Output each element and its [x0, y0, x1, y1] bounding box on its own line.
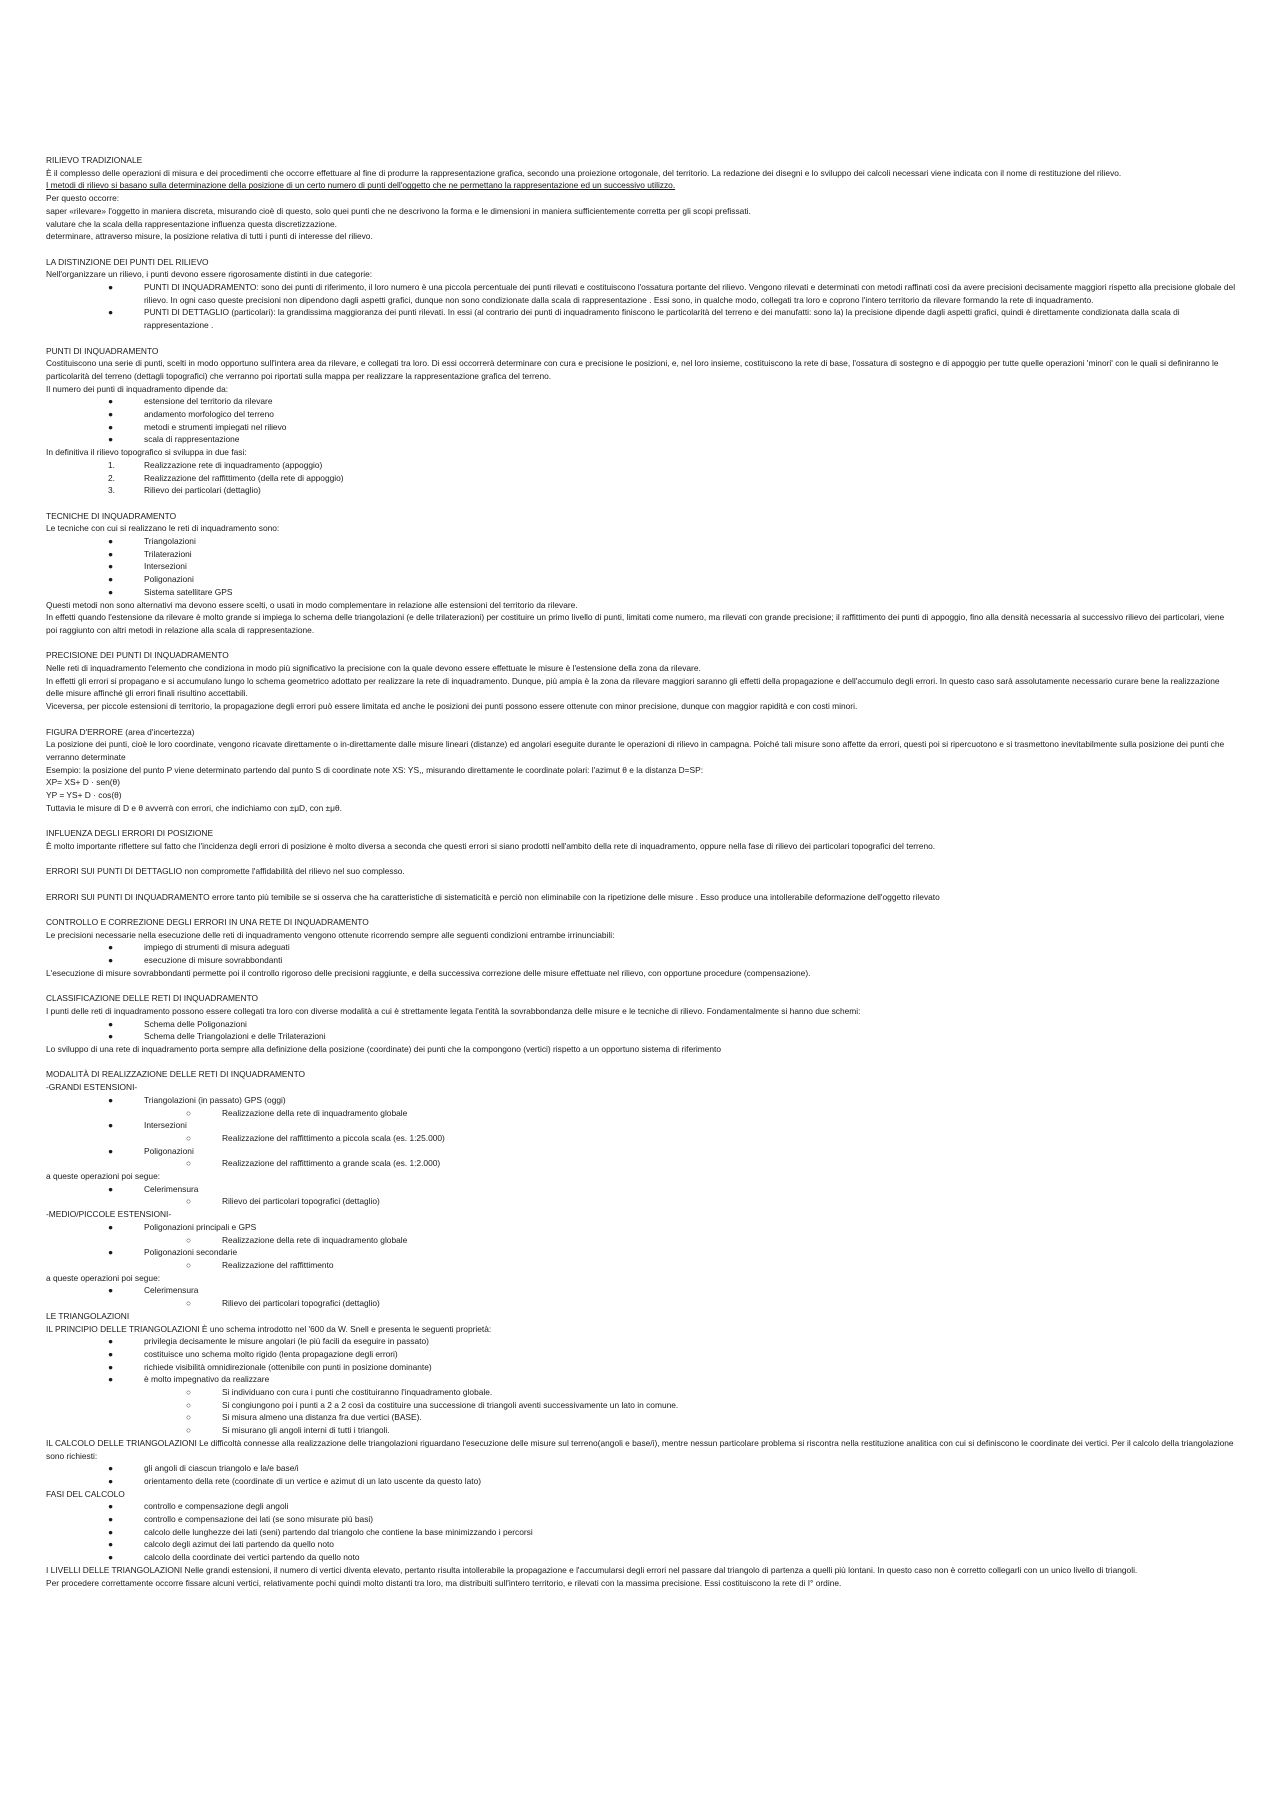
list-marker: [46, 1538, 122, 1551]
paragraph-spacer: [46, 637, 1236, 650]
bullet-icon: ●: [108, 536, 114, 547]
paragraph: L'esecuzione di misure sovrabbondanti permette poi il controllo rigoroso delle precisioni raggiunte, e della successiva correzione delle misure effettuate nel rilievo, con opportune procedure (compensazione).: [46, 967, 811, 978]
list-marker: [46, 1500, 122, 1513]
list-item-text: Sistema satellitare GPS: [144, 586, 233, 597]
bullet-icon: ●: [108, 1285, 114, 1296]
list-item-text: Realizzazione della rete di inquadramento globale: [222, 1234, 408, 1245]
paragraph: RILIEVO TRADIZIONALE: [46, 155, 143, 165]
list-marker: [46, 1386, 200, 1399]
list-marker: [46, 548, 122, 561]
list-marker: [46, 1513, 122, 1526]
list-item-text: Si individuano con cura i punti che costituiranno l'inquadramento globale.: [222, 1387, 493, 1398]
paragraph: Tuttavia le misure di D e θ avverrà con errori, che indichiamo con ±μD, con ±μθ.: [46, 802, 342, 813]
list-item: [46, 941, 1236, 954]
bullet-icon: ●: [108, 396, 114, 407]
list-marker: [46, 1335, 122, 1348]
list-item: [46, 408, 1236, 421]
list-marker: [46, 395, 122, 408]
list-item: [46, 1462, 1236, 1475]
list-marker: [46, 281, 122, 306]
bullet-icon: ●: [108, 1514, 114, 1525]
list-item: [46, 1119, 1236, 1132]
bullet-icon: ●: [108, 1526, 114, 1537]
list-marker: [46, 1297, 200, 1310]
list-marker: [46, 459, 122, 472]
paragraph-spacer: [46, 713, 1236, 726]
paragraph: Viceversa, per piccole estensioni di territorio, la propagazione degli errori può essere limitata ed anche le posizioni dei punti possono essere ottenute con minor precisione, dunque con maggior rapidità e con costi minori.: [46, 701, 858, 712]
list-marker: [46, 573, 122, 586]
paragraph: MODALITÀ DI REALIZZAZIONE DELLE RETI DI INQUADRAMENTO: [46, 1069, 306, 1080]
list-marker: [46, 1284, 122, 1297]
paragraph-spacer: [46, 980, 1236, 993]
list-item-text: estensione del territorio da rilevare: [144, 396, 273, 407]
bullet-icon: 1.: [108, 459, 115, 470]
bullet-icon: ○: [186, 1387, 192, 1398]
list-item: [46, 1500, 1236, 1513]
list-item: [46, 484, 1236, 497]
list-item-text: Intersezioni: [144, 561, 187, 572]
paragraph: a queste operazioni poi segue:: [46, 1171, 161, 1182]
paragraph: Costituiscono una serie di punti, scelti in modo opportuno sull'intera area da rilevare, e collegati tra loro. Di essi occorrerà determinare con cura e precisione le posizioni, e, nel loro insieme, costituiscono la rete di base, l'ossatura di sostegno e di appoggio per tutte quelle operazioni 'minori' con le quali si definiranno le particolarità del terreno (dettagli topografici) che verranno poi riportati sulla mappa per realizzare la rappresentazione grafica del terreno.: [46, 358, 1219, 381]
sub-list-item: [46, 1234, 1236, 1247]
list-item: [46, 1538, 1236, 1551]
paragraph: La posizione dei punti, cioè le loro coordinate, vengono ricavate direttamente o in-direttamente dalle misure lineari (distanze) ed angolari eseguite durante le operazioni di rilievo in campagna. Poiché tali misure sono affette da errori, questi poi si ripercuotono e si trasmettono inevitabilmente sulla posizione dei punti che verranno determinate: [46, 739, 1225, 762]
sub-list-item: [46, 1411, 1236, 1424]
list-item-text: Realizzazione del raffittimento (della rete di appoggio): [144, 472, 344, 483]
list-marker: [46, 1119, 122, 1132]
list-item-text: orientamento della rete (coordinate di un vertice e azimut di un lato uscente da questo lato): [144, 1475, 482, 1486]
paragraph: È il complesso delle operazioni di misura e dei procedimenti che occorre effettuare al fine di produrre la rappresentazione grafica, secondo una proiezione ortogonale, del territorio. La redazione dei disegni e lo sviluppo dei calcoli necessari viene indicata con il nome di restituzione del rilievo.: [46, 167, 1122, 178]
paragraph: Nelle reti di inquadramento l'elemento che condiziona in modo più significativo la precisione con la quale devono essere effettuate le misure è l'estensione della zona da rilevare.: [46, 663, 701, 674]
paragraph: CONTROLLO E CORREZIONE DEGLI ERRORI IN UNA RETE DI INQUADRAMENTO: [46, 917, 369, 928]
bullet-icon: ●: [108, 574, 114, 585]
bullet-icon: ●: [108, 1018, 114, 1029]
list-item-text: Poligonazioni secondarie: [144, 1247, 238, 1258]
bullet-icon: ●: [108, 1031, 114, 1042]
paragraph: In effetti gli errori si propagano e si accumulano lungo lo schema geometrico adottato per realizzare la rete di inquadramento. Dunque, più ampia è la zona da rilevare maggiori saranno gli effetti della propagazione e dell'accumulo degli errori. In questo caso sarà assolutamente necessario curare bene la realizzazione delle misure affinché gli errori finali risultino accettabili.: [46, 675, 1220, 699]
sub-list-item: [46, 1195, 1236, 1208]
bullet-icon: ●: [108, 1336, 114, 1347]
bullet-icon: ●: [108, 1221, 114, 1232]
list-item-text: gli angoli di ciascun triangolo e la/e base/i: [144, 1463, 299, 1474]
paragraph: PUNTI DI INQUADRAMENTO: [46, 345, 159, 356]
list-marker: [46, 421, 122, 434]
paragraph: Esempio: la posizione del punto P viene determinato partendo dal punto S di coordinate note XS: YS,, misurando direttamente le coordinate polari: l'azimut θ e la distanza D=SP:: [46, 764, 704, 775]
paragraph: IL CALCOLO DELLE TRIANGOLAZIONI Le difficoltà connesse alla realizzazione delle triangolazioni riguardano l'esecuzione delle misure sul terreno(angoli e base/i), mentre nessun particolare problema si riscontra nella restituzione analitica con cui si definiscono le coordinate dei vertici. Per il calcolo della triangolazione sono richiesti:: [46, 1437, 1234, 1461]
paragraph: Per procedere correttamente occorre fissare alcuni vertici, relativamente pochi quindi molto distanti tra loro, ma distribuiti sull'intero territorio, e rilevati con la massima precisione. Essi costituiscono la rete di I° ordine.: [46, 1577, 842, 1588]
list-item: [46, 548, 1236, 561]
list-item-text: privilegia decisamente le misure angolari (le più facili da eseguire in passato): [144, 1336, 429, 1347]
paragraph: ERRORI SUI PUNTI DI DETTAGLIO non compromette l'affidabilità del rilievo nel suo complesso.: [46, 866, 405, 877]
list-item-text: Triangolazioni: [144, 536, 196, 547]
list-item: [46, 560, 1236, 573]
list-marker: [46, 1234, 200, 1247]
list-marker: [46, 1399, 200, 1412]
list-item-text: Realizzazione del raffittimento a grande scala (es. 1:2.000): [222, 1158, 441, 1169]
list-item: [46, 1246, 1236, 1259]
list-marker: [46, 1030, 122, 1043]
paragraph: In definitiva il rilievo topografico si sviluppa in due fasi:: [46, 447, 247, 458]
list-item-text: Si congiungono poi i punti a 2 a 2 così da costituire una successione di triangoli aventi successivamente un lato in comune.: [222, 1399, 679, 1410]
bullet-icon: ○: [186, 1399, 192, 1410]
bullet-icon: ●: [108, 1094, 114, 1105]
list-item: [46, 535, 1236, 548]
list-marker: [46, 586, 122, 599]
sub-list-item: [46, 1107, 1236, 1120]
bullet-icon: ●: [108, 548, 114, 559]
list-item: [46, 472, 1236, 485]
list-item-text: calcolo della coordinate dei vertici partendo da quello noto: [144, 1552, 360, 1563]
list-item: [46, 1030, 1236, 1043]
list-item-text: costituisce uno schema molto rigido (lenta propagazione degli errori): [144, 1348, 398, 1359]
list-marker: [46, 1475, 122, 1488]
paragraph: I metodi di rilievo si basano sulla determinazione della posizione di un certo numero di punti dell'oggetto che ne permettano la rappresentazione ed un successivo utilizzo.: [46, 180, 676, 191]
list-marker: [46, 1246, 122, 1259]
list-marker: [46, 433, 122, 446]
list-item: [46, 1348, 1236, 1361]
bullet-icon: ●: [108, 434, 114, 445]
paragraph: determinare, attraverso misure, la posizione relativa di tutti i punti di interesse del rilievo.: [46, 231, 373, 242]
sub-list-item: [46, 1132, 1236, 1145]
sub-list-item: [46, 1399, 1236, 1412]
bullet-icon: ●: [108, 421, 114, 432]
paragraph: Per questo occorre:: [46, 193, 120, 204]
paragraph: I punti delle reti di inquadramento possono essere collegati tra loro con diverse modalità a cui è strettamente legata l'entità la sovrabbondanza delle misure e le tecniche di rilievo. Fondamentalmente si hanno due schemi:: [46, 1005, 861, 1016]
paragraph-spacer: [46, 1056, 1236, 1069]
paragraph-spacer: [46, 243, 1236, 256]
list-item-text: Trilaterazioni: [144, 548, 192, 559]
list-item-text: Realizzazione della rete di inquadramento globale: [222, 1107, 408, 1118]
list-item-text: Poligonazioni principali e GPS: [144, 1221, 257, 1232]
list-item-text: esecuzione di misure sovrabbondanti: [144, 955, 283, 966]
list-item: [46, 1335, 1236, 1348]
paragraph-spacer: [46, 853, 1236, 866]
list-item-text: Schema delle Poligonazioni: [144, 1018, 247, 1029]
list-item: [46, 281, 1236, 306]
list-item-text: Si misura almeno una distanza fra due vertici (BASE).: [222, 1412, 422, 1423]
paragraph-spacer: [46, 878, 1236, 891]
list-item-text: richiede visibilità omnidirezionale (ottenibile con punti in posizione dominante): [144, 1361, 432, 1372]
paragraph: IL PRINCIPIO DELLE TRIANGOLAZIONI È uno schema introdotto nel '600 da W. Snell e presenta le seguenti proprietà:: [46, 1323, 492, 1334]
bullet-icon: 2.: [108, 472, 115, 483]
paragraph: LA DISTINZIONE DEI PUNTI DEL RILIEVO: [46, 256, 209, 267]
bullet-icon: ●: [108, 1539, 114, 1550]
paragraph: PRECISIONE DEI PUNTI DI INQUADRAMENTO: [46, 650, 229, 661]
paragraph: Le tecniche con cui si realizzano le reti di inquadramento sono:: [46, 523, 280, 534]
list-item-text: Celerimensura: [144, 1285, 199, 1296]
list-marker: [46, 1373, 122, 1386]
paragraph-spacer: [46, 814, 1236, 827]
bullet-icon: ●: [108, 1145, 114, 1156]
list-item-text: scala di rappresentazione: [144, 434, 240, 445]
list-item: [46, 1145, 1236, 1158]
paragraph: saper «rilevare» l'oggetto in maniera discreta, misurando cioè di questo, solo quei punti che ne descrivono la forma e le dimensioni in maniera sufficientemente corretta per gli scopi prefissati.: [46, 205, 751, 216]
paragraph: -GRANDI ESTENSIONI-: [46, 1082, 138, 1093]
paragraph: FIGURA D'ERRORE (area d'incertezza): [46, 726, 195, 737]
bullet-icon: ●: [108, 561, 114, 572]
list-item-text: impiego di strumenti di misura adeguati: [144, 942, 290, 953]
sub-list-item: [46, 1386, 1236, 1399]
list-item-text: metodi e strumenti impiegati nel rilievo: [144, 421, 287, 432]
paragraph: ERRORI SUI PUNTI DI INQUADRAMENTO errore tanto più temibile se si osserva che ha caratteristiche di sistematicità e perciò non eliminabile con la ripetizione delle misure . Esso produce una intollerabile deformazione dell'oggetto rilevato: [46, 891, 940, 902]
list-item-text: andamento morfologico del terreno: [144, 409, 274, 420]
paragraph: Questi metodi non sono alternativi ma devono essere scelti, o usati in modo complementare in relazione alle estensioni del territorio da rilevare.: [46, 599, 578, 610]
list-item: [46, 1284, 1236, 1297]
list-item: [46, 421, 1236, 434]
paragraph: Nell'organizzare un rilievo, i punti devono essere rigorosamente distinti in due categorie:: [46, 269, 373, 280]
paragraph-spacer: [46, 332, 1236, 345]
paragraph: Lo sviluppo di una rete di inquadramento porta sempre alla definizione della posizione (coordinate) dei punti che la compongono (vertici) rispetto a un opportuno sistema di riferimento: [46, 1044, 722, 1055]
paragraph: YP = YS+ D · cos(θ): [46, 790, 122, 801]
list-marker: [46, 1411, 200, 1424]
list-item: [46, 395, 1236, 408]
paragraph: CLASSIFICAZIONE DELLE RETI DI INQUADRAMENTO: [46, 993, 259, 1004]
list-marker: [46, 1107, 200, 1120]
list-item-text: Schema delle Triangolazioni e delle Trilaterazioni: [144, 1031, 326, 1042]
paragraph: INFLUENZA DEGLI ERRORI DI POSIZIONE: [46, 828, 214, 839]
sub-list-item: [46, 1157, 1236, 1170]
list-item-text: Si misurano gli angoli interni di tutti i triangoli.: [222, 1425, 390, 1436]
list-item-text: PUNTI DI INQUADRAMENTO: sono dei punti di riferimento, il loro numero è una piccola percentuale dei punti rilevati e costituiscono l'ossatura portante del rilievo. Vengono rilevati e determinati con metodi raffinati così da avere precisioni decisamente maggiori rispetto alla precisione globale del rilievo. In ogni caso queste precisioni non dipendono dagli aspetti grafici, dunque non sono condizionate dalla scala di rappresentazione . Essi sono, in qualche modo, collegati tra loro e coprono l'intero territorio da rilevare formando la rete di inquadramento.: [144, 282, 1236, 305]
list-marker: [46, 1551, 122, 1564]
list-marker: [46, 941, 122, 954]
paragraph: a queste operazioni poi segue:: [46, 1272, 161, 1283]
bullet-icon: ○: [186, 1298, 192, 1309]
list-marker: [46, 1526, 122, 1539]
list-marker: [46, 560, 122, 573]
paragraph: valutare che la scala della rappresentazione influenza questa discretizzazione.: [46, 218, 337, 229]
list-item-text: Poligonazioni: [144, 574, 194, 585]
list-item-text: Intersezioni: [144, 1120, 187, 1131]
list-item: [46, 1361, 1236, 1374]
list-item: [46, 1513, 1236, 1526]
list-item-text: PUNTI DI DETTAGLIO (particolari): la grandissima maggioranza dei punti rilevati. In essi (al contrario dei punti di inquadramento finiscono le particolarità del terreno e dei manufatti: sono la) la precisione dipende dagli aspetti grafici, quindi è direttamente condizionata dalla scala di rappresentazione .: [144, 307, 1180, 331]
bullet-icon: ○: [186, 1196, 192, 1207]
bullet-icon: ○: [186, 1425, 192, 1436]
list-item-text: Realizzazione rete di inquadramento (appoggio): [144, 459, 323, 470]
paragraph: I LIVELLI DELLE TRIANGOLAZIONI Nelle grandi estensioni, il numero di vertici diventa elevato, pertanto risulta intollerabile la propagazione e l'accumularsi degli errori nel passare dal triangolo di partenza a quelli più lontani. In questo caso non è corretto collegarli con un unico livello di triangoli.: [46, 1564, 1138, 1575]
paragraph: Le precisioni necessarie nella esecuzione delle reti di inquadramento vengono ottenute ricorrendo sempre alle seguenti condizioni entrambe irrinunciabili:: [46, 929, 615, 940]
list-marker: [46, 1348, 122, 1361]
list-item-text: calcolo delle lunghezze dei lati (seni) partendo dal triangolo che contiene la base minimizzando i percorsi: [144, 1526, 533, 1537]
list-marker: [46, 1424, 200, 1437]
bullet-icon: ●: [108, 1374, 114, 1385]
list-marker: [46, 1183, 122, 1196]
list-marker: [46, 1221, 122, 1234]
list-item-text: Triangolazioni (in passato) GPS (oggi): [144, 1094, 286, 1105]
paragraph: Il numero dei punti di inquadramento dipende da:: [46, 383, 229, 394]
document-body: [46, 154, 1236, 1589]
bullet-icon: ●: [108, 1552, 114, 1563]
list-marker: [46, 954, 122, 967]
list-item: [46, 1475, 1236, 1488]
bullet-icon: ●: [108, 586, 114, 597]
paragraph: In effetti quando l'estensione da rilevare è molto grande si impiega lo schema delle triangolazioni (e delle trilaterazioni) per costituire un primo livello di punti, limitati come numero, ma rilevati con grande precisione; il raffittimento dei punti di appoggio, fino alla densità necessaria al successivo rilievo dei particolari, viene poi raggiunto con altri metodi in relazione alla scala di rappresentazione.: [46, 612, 1225, 635]
bullet-icon: ●: [108, 409, 114, 420]
sub-list-item: [46, 1259, 1236, 1272]
list-item: [46, 954, 1236, 967]
bullet-icon: ●: [108, 282, 114, 293]
bullet-icon: ○: [186, 1412, 192, 1423]
list-item-text: Celerimensura: [144, 1183, 199, 1194]
paragraph: LE TRIANGOLAZIONI: [46, 1310, 130, 1321]
list-item: [46, 1094, 1236, 1107]
list-marker: [46, 408, 122, 421]
list-item-text: Rilievo dei particolari topografici (dettaglio): [222, 1196, 380, 1207]
list-item: [46, 586, 1236, 599]
bullet-icon: ●: [108, 1361, 114, 1372]
bullet-icon: ○: [186, 1107, 192, 1118]
sub-list-item: [46, 1297, 1236, 1310]
bullet-icon: ○: [186, 1234, 192, 1245]
list-item: [46, 1183, 1236, 1196]
paragraph: È molto importante riflettere sul fatto che l'incidenza degli errori di posizione è molto diversa a seconda che questi errori si siano prodotti nell'ambito della rete di inquadramento, oppure nella fase di rilievo dei particolari topografici del terreno.: [46, 840, 936, 851]
list-marker: [46, 1132, 200, 1145]
list-item-text: controllo e compensazione degli angoli: [144, 1501, 289, 1512]
list-item-text: Realizzazione del raffittimento: [222, 1260, 334, 1270]
list-item: [46, 306, 1236, 331]
list-item-text: Rilievo dei particolari topografici (dettaglio): [222, 1298, 380, 1309]
list-marker: [46, 1145, 122, 1158]
list-marker: [46, 1361, 122, 1374]
list-marker: [46, 1462, 122, 1475]
list-item-text: è molto impegnativo da realizzare: [144, 1374, 270, 1385]
bullet-icon: ●: [108, 1475, 114, 1486]
list-item-text: controllo e compensazione dei lati (se sono misurate più basi): [144, 1514, 374, 1525]
bullet-icon: ●: [108, 1463, 114, 1474]
list-item-text: Realizzazione del raffittimento a piccola scala (es. 1:25.000): [222, 1132, 445, 1143]
list-item-text: Poligonazioni: [144, 1145, 194, 1156]
paragraph: -MEDIO/PICCOLE ESTENSIONI-: [46, 1209, 172, 1220]
bullet-icon: ●: [108, 942, 114, 953]
bullet-icon: ●: [108, 955, 114, 966]
list-marker: [46, 535, 122, 548]
bullet-icon: ●: [108, 307, 114, 318]
bullet-icon: 3.: [108, 485, 115, 496]
bullet-icon: ●: [108, 1348, 114, 1359]
paragraph: XP= XS+ D · sen(θ): [46, 777, 121, 788]
bullet-icon: ●: [108, 1501, 114, 1512]
list-marker: [46, 1259, 200, 1272]
list-marker: [46, 484, 122, 497]
list-item: [46, 1018, 1236, 1031]
list-marker: [46, 306, 122, 331]
list-item-text: calcolo degli azimut dei lati partendo da quello noto: [144, 1539, 334, 1550]
list-marker: [46, 1157, 200, 1170]
bullet-icon: ●: [108, 1247, 114, 1258]
paragraph-spacer: [46, 497, 1236, 510]
bullet-icon: ○: [186, 1158, 192, 1169]
list-item: [46, 459, 1236, 472]
list-item: [46, 1526, 1236, 1539]
paragraph: FASI DEL CALCOLO: [46, 1488, 125, 1499]
paragraph-spacer: [46, 903, 1236, 916]
list-item: [46, 1373, 1236, 1386]
list-marker: [46, 1094, 122, 1107]
list-item: [46, 573, 1236, 586]
sub-list-item: [46, 1424, 1236, 1437]
paragraph: TECNICHE DI INQUADRAMENTO: [46, 510, 177, 521]
list-item: [46, 433, 1236, 446]
list-marker: [46, 1018, 122, 1031]
list-item: [46, 1551, 1236, 1564]
bullet-icon: ●: [108, 1120, 114, 1131]
bullet-icon: ○: [186, 1132, 192, 1143]
bullet-icon: ●: [108, 1183, 114, 1194]
list-item: [46, 1221, 1236, 1234]
bullet-icon: ○: [186, 1260, 192, 1270]
list-marker: [46, 1195, 200, 1208]
list-item-text: Rilievo dei particolari (dettaglio): [144, 485, 261, 496]
list-marker: [46, 472, 122, 485]
